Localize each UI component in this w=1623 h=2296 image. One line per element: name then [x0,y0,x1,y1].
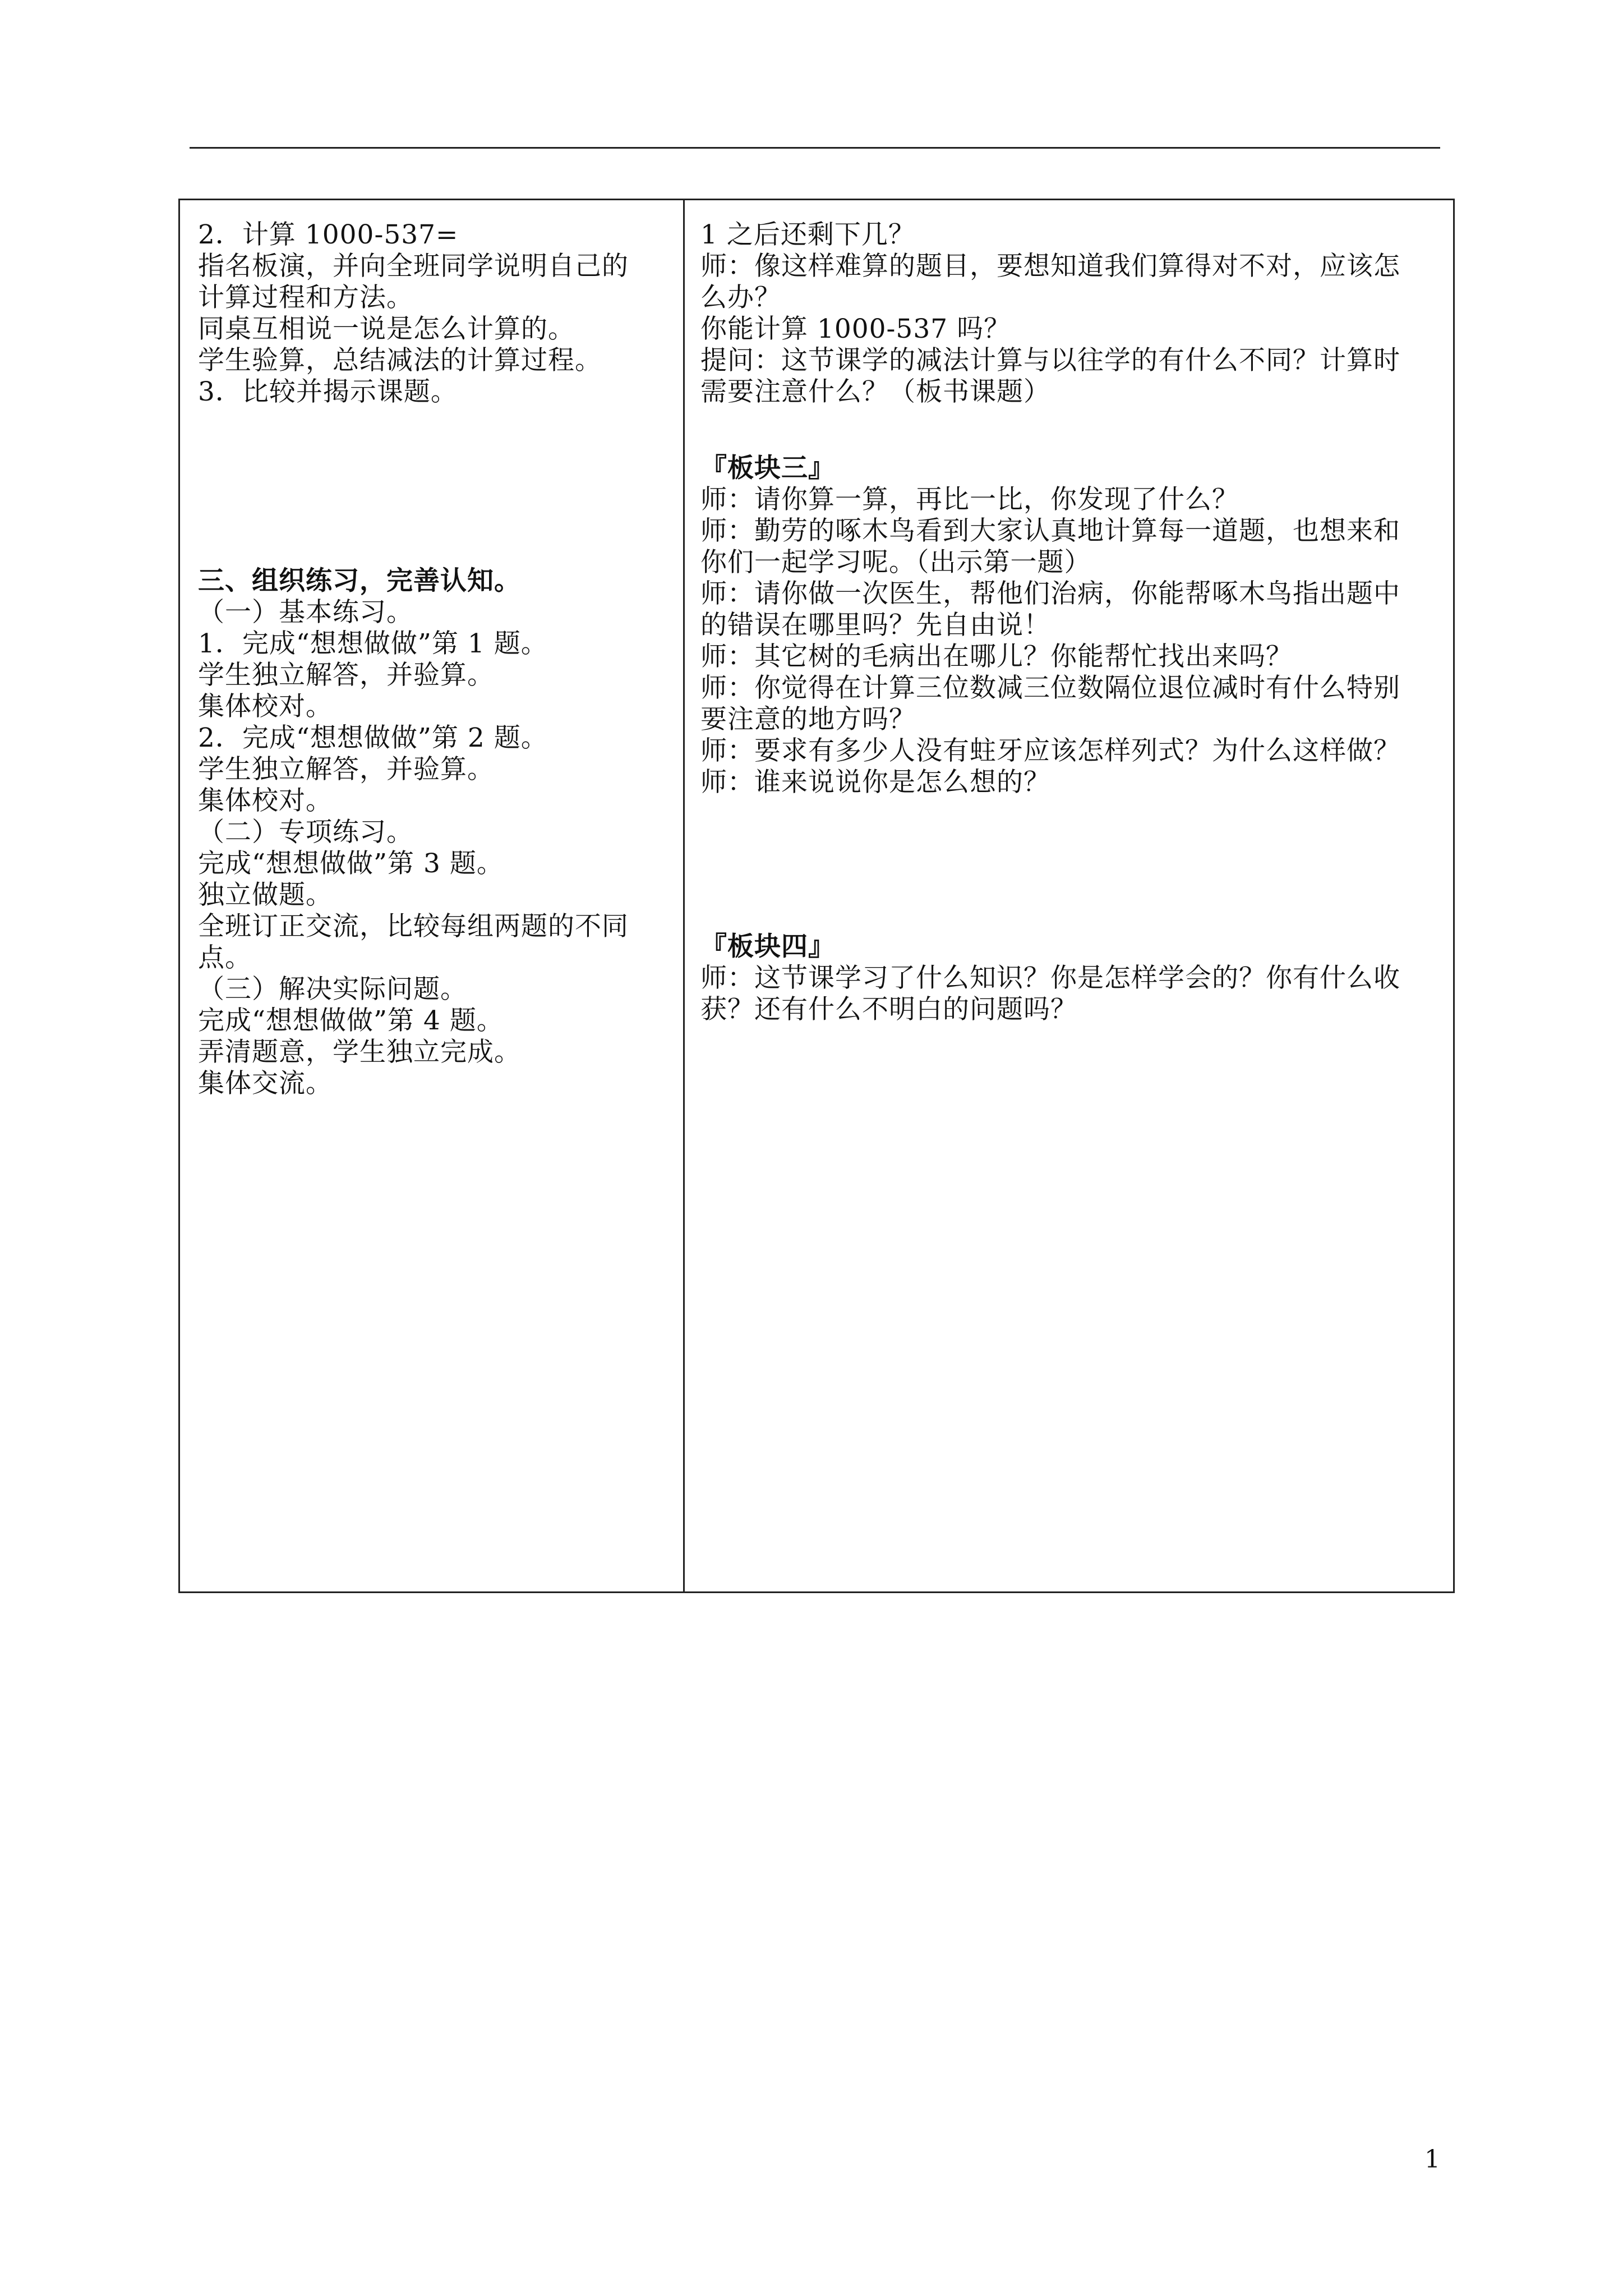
student-activity-line: 计算过程和方法。 [198,282,413,313]
student-activity-line: 1．完成“想想做做”第 1 题。 [198,628,548,659]
student-activity-line: 独立做题。 [198,880,333,910]
teacher-activity-line: 你们一起学习呢。（出示第一题） [700,547,1091,578]
teacher-activity-line: 提问：这节课学的减法计算与以往学的有什么不同？计算时 [700,345,1400,376]
teacher-activity-line: 么办？ [700,282,781,313]
student-activity-line: 2．计算 1000-537= [198,219,459,250]
header-rule [190,147,1440,149]
teacher-activity-line: 师：其它树的毛病出在哪儿？你能帮忙找出来吗？ [700,641,1293,672]
teacher-activity-line: 师：勤劳的啄木鸟看到大家认真地计算每一道题，也想来和 [700,516,1400,546]
teacher-activity-line: 师：请你算一算，再比一比，你发现了什么？ [700,484,1239,515]
lesson-plan-table [178,199,1455,1593]
teacher-activity-line: 师：要求有多少人没有蛀牙应该怎样列式？为什么这样做？ [700,735,1400,766]
student-activity-line: 指名板演，并向全班同学说明自己的 [198,251,629,282]
student-activity-line: 3．比较并揭示课题。 [198,376,458,407]
student-activity-line: 完成“想想做做”第 4 题。 [198,1005,504,1036]
student-activity-line: 集体校对。 [198,785,333,816]
teacher-activity-line: 的错误在哪里吗？先自由说！ [700,610,1050,641]
teacher-activity-line: 要注意的地方吗？ [700,704,916,735]
student-activity-line: 学生独立解答，并验算。 [198,754,494,785]
teacher-activity-line: 『板块四』 [700,931,835,962]
student-activity-line: 学生验算，总结减法的计算过程。 [198,345,602,376]
teacher-activity-line: 师：请你做一次医生，帮他们治病，你能帮啄木鸟指出题中 [700,578,1400,609]
student-activity-line: 集体交流。 [198,1068,333,1099]
student-activity-line: （一）基本练习。 [198,597,413,628]
teacher-activity-line: 需要注意什么？（板书课题） [700,376,1050,407]
student-activity-line: 同桌互相说一说是怎么计算的。 [198,314,575,344]
student-activity-line: 弄清题意，学生独立完成。 [198,1037,521,1068]
student-activity-line: 2．完成“想想做做”第 2 题。 [198,723,548,753]
teacher-activity-line: 师：谁来说说你是怎么想的？ [700,767,1050,798]
page-number: 1 [1424,2145,1440,2174]
teacher-activity-line: 『板块三』 [700,453,835,484]
student-activity-line: 集体校对。 [198,691,333,722]
teacher-activity-line: 1 之后还剩下几？ [700,219,915,250]
student-activity-line: （二）专项练习。 [198,817,413,848]
teacher-activity-line: 获？还有什么不明白的问题吗？ [700,994,1077,1025]
student-activity-line: 三、组织练习，完善认知。 [198,565,521,596]
student-activity-line: 学生独立解答，并验算。 [198,660,494,691]
teacher-activity-line: 你能计算 1000-537 吗？ [700,314,1011,344]
student-activity-line: 完成“想想做做”第 3 题。 [198,848,504,879]
student-activity-line: 全班订正交流，比较每组两题的不同 [198,911,629,942]
student-activity-line: （三）解决实际问题。 [198,974,467,1005]
teacher-activity-line: 师：你觉得在计算三位数减三位数隔位退位减时有什么特别 [700,673,1400,703]
teacher-activity-line: 师：这节课学习了什么知识？你是怎样学会的？你有什么收 [700,963,1400,993]
column-divider [683,200,685,1591]
teacher-activity-line: 师：像这样难算的题目，要想知道我们算得对不对，应该怎 [700,251,1400,282]
student-activity-line: 点。 [198,942,252,973]
